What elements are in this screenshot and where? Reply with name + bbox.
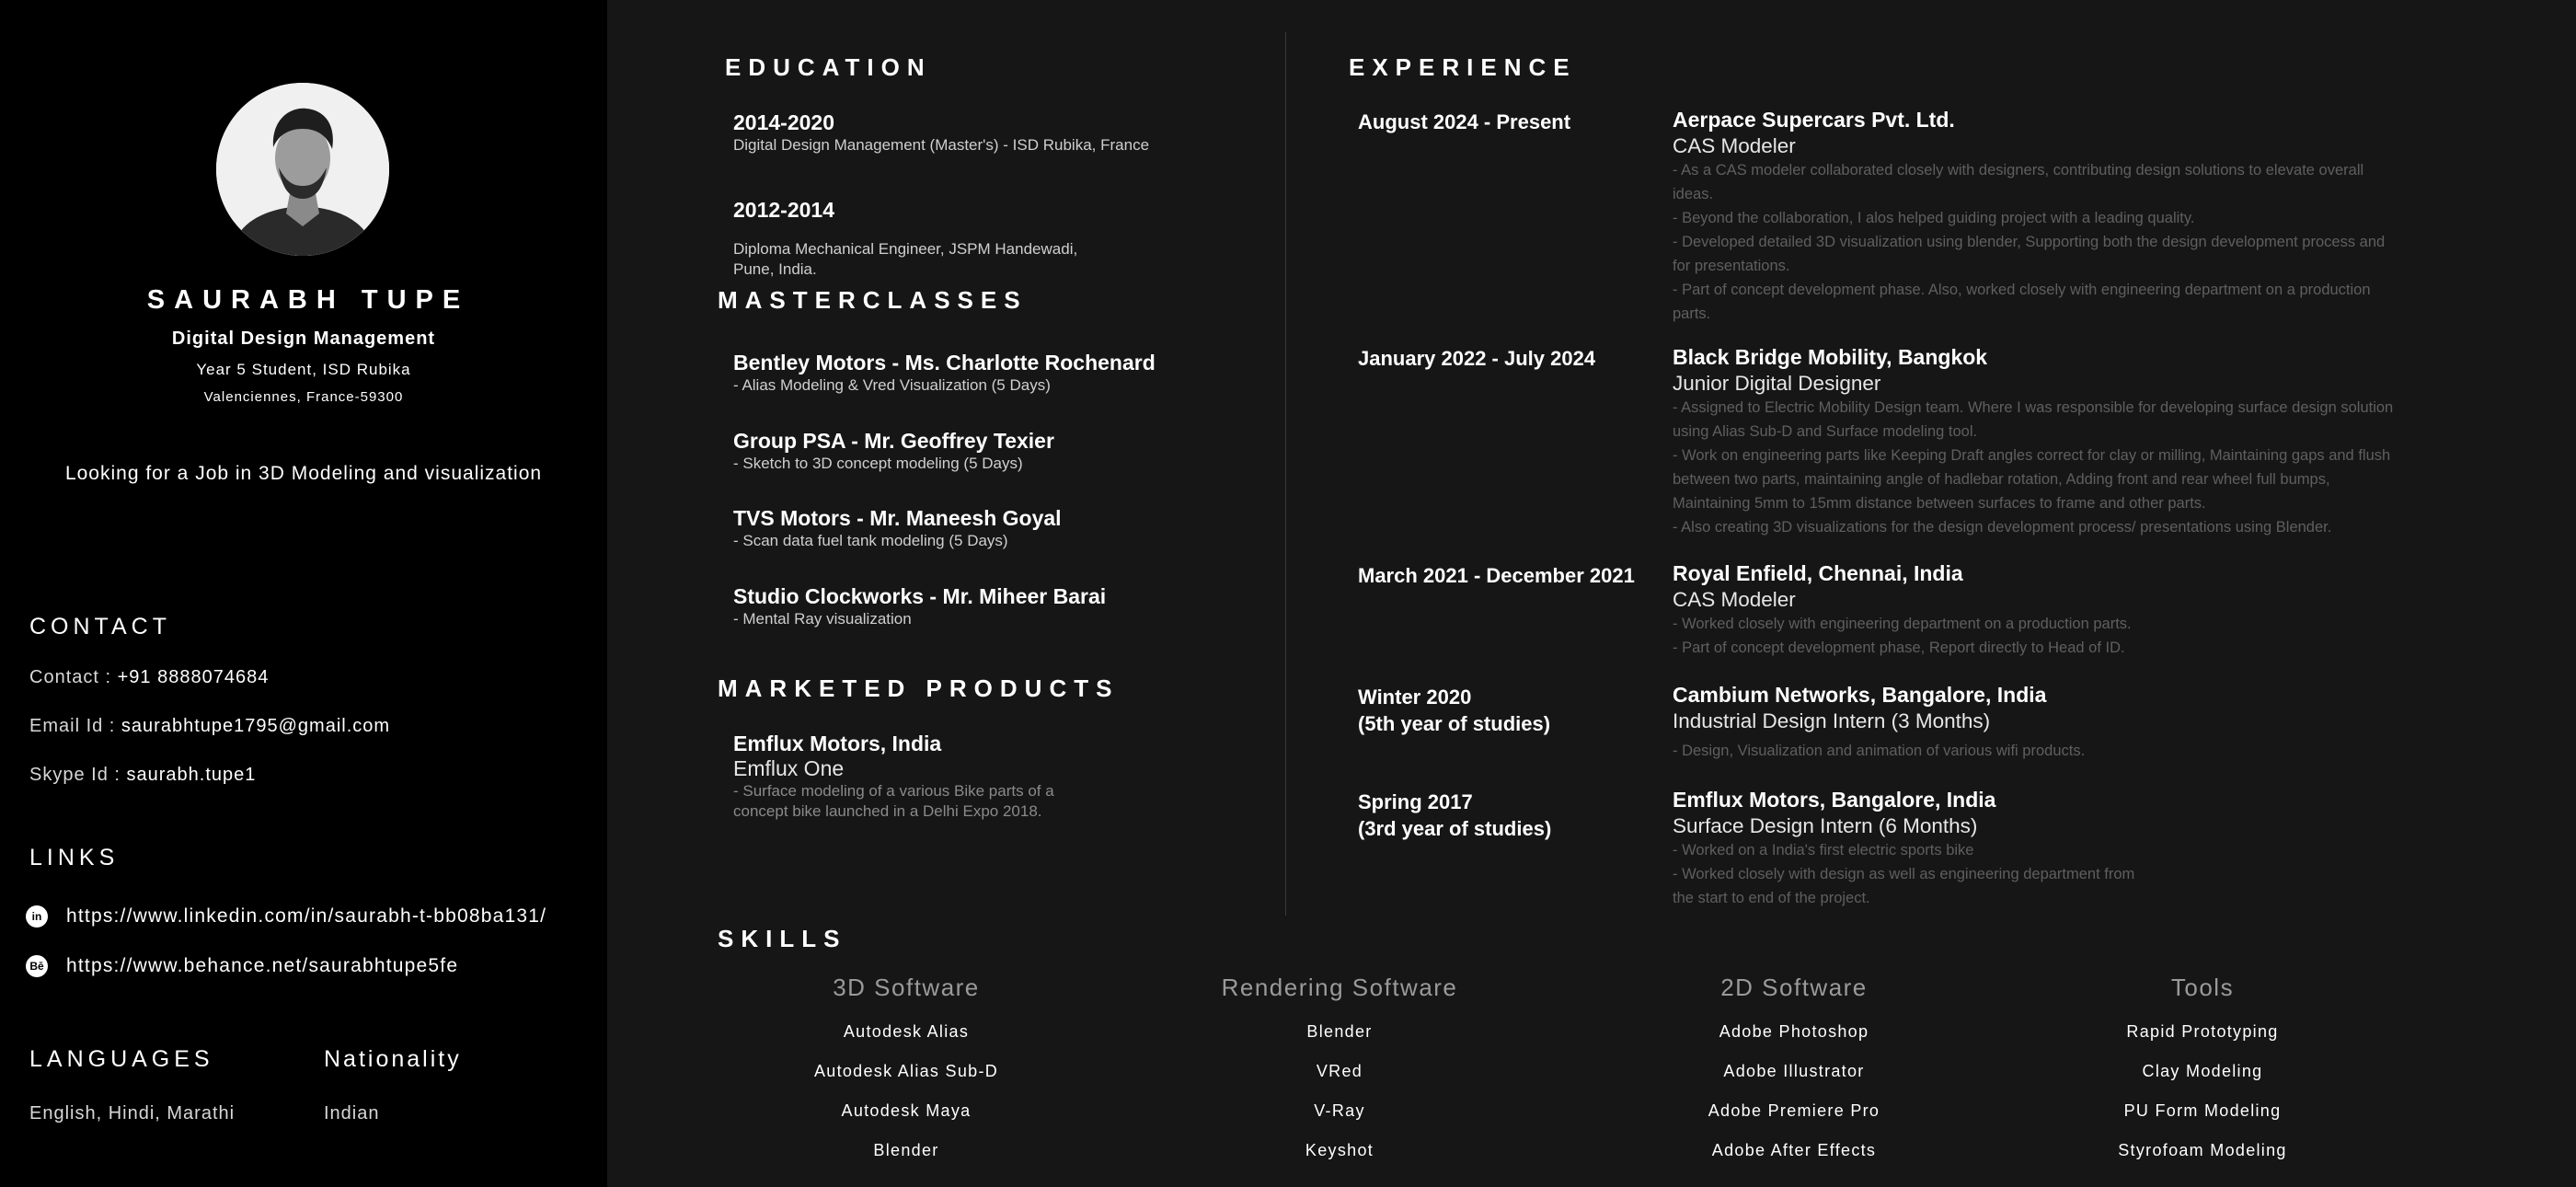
contact-heading: CONTACT — [29, 614, 171, 640]
education-years: 2014-2020 — [733, 110, 834, 134]
skill-item: Keyshot — [1305, 1141, 1374, 1159]
marketed-product: Emflux One — [733, 756, 845, 780]
contact-email[interactable]: saurabhtupe1795@gmail.com — [121, 716, 391, 736]
masterclass-title: Group PSA - Mr. Geoffrey Texier — [733, 429, 1054, 453]
experience-company: Aerpace Supercars Pvt. Ltd. — [1673, 108, 1955, 132]
masterclass-desc: - Mental Ray visualization — [733, 610, 912, 628]
nationality-value: Indian — [324, 1103, 380, 1124]
skill-item: Adobe Premiere Pro — [1708, 1101, 1880, 1120]
experience-item — [1673, 345, 2501, 539]
experience-role: Surface Design Intern (6 Months) — [1673, 814, 1978, 837]
experience-date: August 2024 - Present — [1358, 110, 1571, 133]
education-desc: Digital Design Management (Master's) - ISD Rubika, France — [733, 136, 1150, 154]
contact-email-label: Email Id : — [29, 716, 121, 736]
experience-desc: - As a CAS modeler collaborated closely with designers, contributing design solutions to elevate overall ideas. - Beyond the collaboration, I alos helped guiding project with a leading quality. - Developed detailed 3D visualization using blender, Supporting both the design development process and for presentations. - Part of concept development phase. Also, worked closely with engineering department on a production parts. — [1673, 162, 2386, 322]
experience-role: CAS Modeler — [1673, 134, 1796, 157]
marketed-desc: - Surface modeling of a various Bike parts of a concept bike launched in a Delhi Expo 2018. — [733, 782, 1054, 820]
skill-item: Autodesk Maya — [841, 1101, 972, 1120]
contact-skype-label: Skype Id : — [29, 765, 127, 785]
skill-item: Styrofoam Modeling — [2118, 1141, 2287, 1159]
experience-company: Black Bridge Mobility, Bangkok — [1673, 345, 1988, 369]
skill-item: Adobe Illustrator — [1723, 1062, 1865, 1080]
masterclass-desc: - Alias Modeling & Vred Visualization (5 Days) — [733, 376, 1051, 394]
skill-item: Adobe After Effects — [1711, 1141, 1877, 1159]
masterclass-desc: - Sketch to 3D concept modeling (5 Days) — [733, 455, 1023, 472]
masterclass-item — [733, 584, 1248, 629]
contact-phone-label: Contact : — [29, 667, 118, 687]
experience-role: Industrial Design Intern (3 Months) — [1673, 709, 1991, 732]
contact-phone-row — [29, 667, 269, 688]
linkedin-link-row — [26, 905, 546, 928]
experience-role: Junior Digital Designer — [1673, 372, 1881, 395]
experience-item — [1673, 788, 2501, 910]
experience-date: Winter 2020 (5th year of studies) — [1358, 686, 1551, 735]
linkedin-link[interactable]: https://www.linkedin.com/in/saurabh-t-bb08ba131/ — [66, 905, 547, 927]
profile-title: Digital Design Management — [171, 328, 436, 349]
skill-column-tools — [2018, 974, 2386, 1181]
person-portrait-icon — [216, 83, 389, 256]
marketed-company: Emflux Motors, India — [733, 732, 942, 755]
skill-column-2d-software — [1610, 974, 1978, 1181]
masterclass-title: Bentley Motors - Ms. Charlotte Rochenard — [733, 351, 1156, 375]
skill-item: Rapid Prototyping — [2126, 1022, 2279, 1041]
experience-item — [1673, 683, 2501, 763]
education-heading: EDUCATION — [725, 53, 932, 81]
skill-item: V-Ray — [1314, 1101, 1365, 1120]
skill-item: VRed — [1316, 1062, 1363, 1080]
experience-desc: - Assigned to Electric Mobility Design team. Where I was responsible for developing surface design solution using Alias Sub-D and Surface modeling tool. - Work on engineering parts like Keeping Draft angles correct for clay or milling, Maintaining gaps and flush between two parts, maintaining angle of hadlebar rotation, Adding front and rear wheel full bumps, Maintaining 5mm to 15mm distance between surfaces to frame and other parts. - Also creating 3D visualizations for the design development process/ presentations using Blender. — [1673, 399, 2394, 536]
experience-date: March 2021 - December 2021 — [1358, 564, 1635, 587]
experience-company: Royal Enfield, Chennai, India — [1673, 561, 1963, 585]
skill-item: Autodesk Alias — [843, 1022, 970, 1041]
experience-heading: EXPERIENCE — [1349, 53, 1577, 81]
languages-value: English, Hindi, Marathi — [29, 1103, 236, 1124]
skill-column-heading: 3D Software — [833, 974, 980, 1001]
skill-item: PU Form Modeling — [2123, 1101, 2282, 1120]
experience-company: Cambium Networks, Bangalore, India — [1673, 683, 2047, 707]
education-item — [733, 181, 1248, 296]
experience-desc: - Worked on a India's first electric sports bike - Worked closely with design as well as engineering department from the start to end of the project. — [1673, 842, 2135, 906]
nationality-heading: Nationality — [324, 1046, 462, 1072]
experience-role: CAS Modeler — [1673, 588, 1796, 611]
skill-item: Blender — [873, 1141, 939, 1159]
contact-email-row — [29, 716, 390, 737]
experience-company: Emflux Motors, Bangalore, India — [1673, 788, 1996, 812]
masterclass-desc: - Scan data fuel tank modeling (5 Days) — [733, 532, 1008, 549]
masterclass-title: Studio Clockworks - Mr. Miheer Barai — [733, 584, 1107, 608]
education-item — [733, 110, 1248, 156]
linkedin-icon: in — [26, 905, 48, 928]
masterclass-title: TVS Motors - Mr. Maneesh Goyal — [733, 506, 1062, 530]
behance-link[interactable]: https://www.behance.net/saurabhtupe5fe — [66, 955, 459, 976]
profile-name: SAURABH TUPE — [146, 285, 470, 315]
skill-item: Autodesk Alias Sub-D — [813, 1062, 999, 1080]
masterclass-item — [733, 506, 1248, 551]
links-heading: LINKS — [29, 845, 120, 870]
skill-column-heading: 2D Software — [1720, 974, 1868, 1001]
experience-desc: - Design, Visualization and animation of various wifi products. — [1673, 743, 2086, 759]
skill-item: Adobe Photoshop — [1719, 1022, 1869, 1041]
profile-goal: Looking for a Job in 3D Modeling and visualization — [64, 463, 543, 484]
column-divider — [1285, 32, 1286, 916]
languages-heading: LANGUAGES — [29, 1046, 214, 1072]
education-desc: Diploma Mechanical Engineer, JSPM Handewadi, Pune, India. — [733, 240, 1078, 278]
experience-date: January 2022 - July 2024 — [1358, 347, 1596, 370]
profile-photo — [216, 83, 389, 256]
skill-column-3d-software — [722, 974, 1090, 1181]
skill-column-heading: Rendering Software — [1221, 974, 1458, 1001]
profile-location: Valenciennes, France-59300 — [203, 389, 404, 405]
marketed-product-item — [733, 732, 1248, 822]
experience-date: Spring 2017 (3rd year of studies) — [1358, 790, 1552, 840]
skills-heading: SKILLS — [718, 925, 847, 952]
skill-item: Blender — [1306, 1022, 1373, 1041]
marketed-products-heading: MARKETED PRODUCTS — [718, 674, 1120, 702]
contact-skype-row — [29, 765, 256, 786]
education-years: 2012-2014 — [733, 198, 834, 222]
skill-item: Clay Modeling — [2142, 1062, 2263, 1080]
behance-link-row — [26, 955, 458, 977]
masterclass-item — [733, 351, 1248, 396]
masterclasses-heading: MASTERCLASSES — [718, 286, 1028, 314]
behance-icon: Bē — [26, 955, 48, 977]
experience-item — [1673, 561, 2501, 660]
contact-skype[interactable]: saurabh.tupe1 — [126, 765, 257, 785]
contact-phone[interactable]: +91 8888074684 — [117, 667, 270, 687]
skill-column-rendering-software — [1156, 974, 1524, 1181]
experience-desc: - Worked closely with engineering department on a production parts. - Part of concept development phase, Report directly to Head of ID. — [1673, 616, 2132, 656]
skill-column-heading: Tools — [2170, 974, 2235, 1001]
sidebar — [0, 0, 607, 1187]
profile-year: Year 5 Student, ISD Rubika — [196, 361, 411, 378]
experience-item — [1673, 108, 2501, 326]
masterclass-item — [733, 429, 1248, 474]
